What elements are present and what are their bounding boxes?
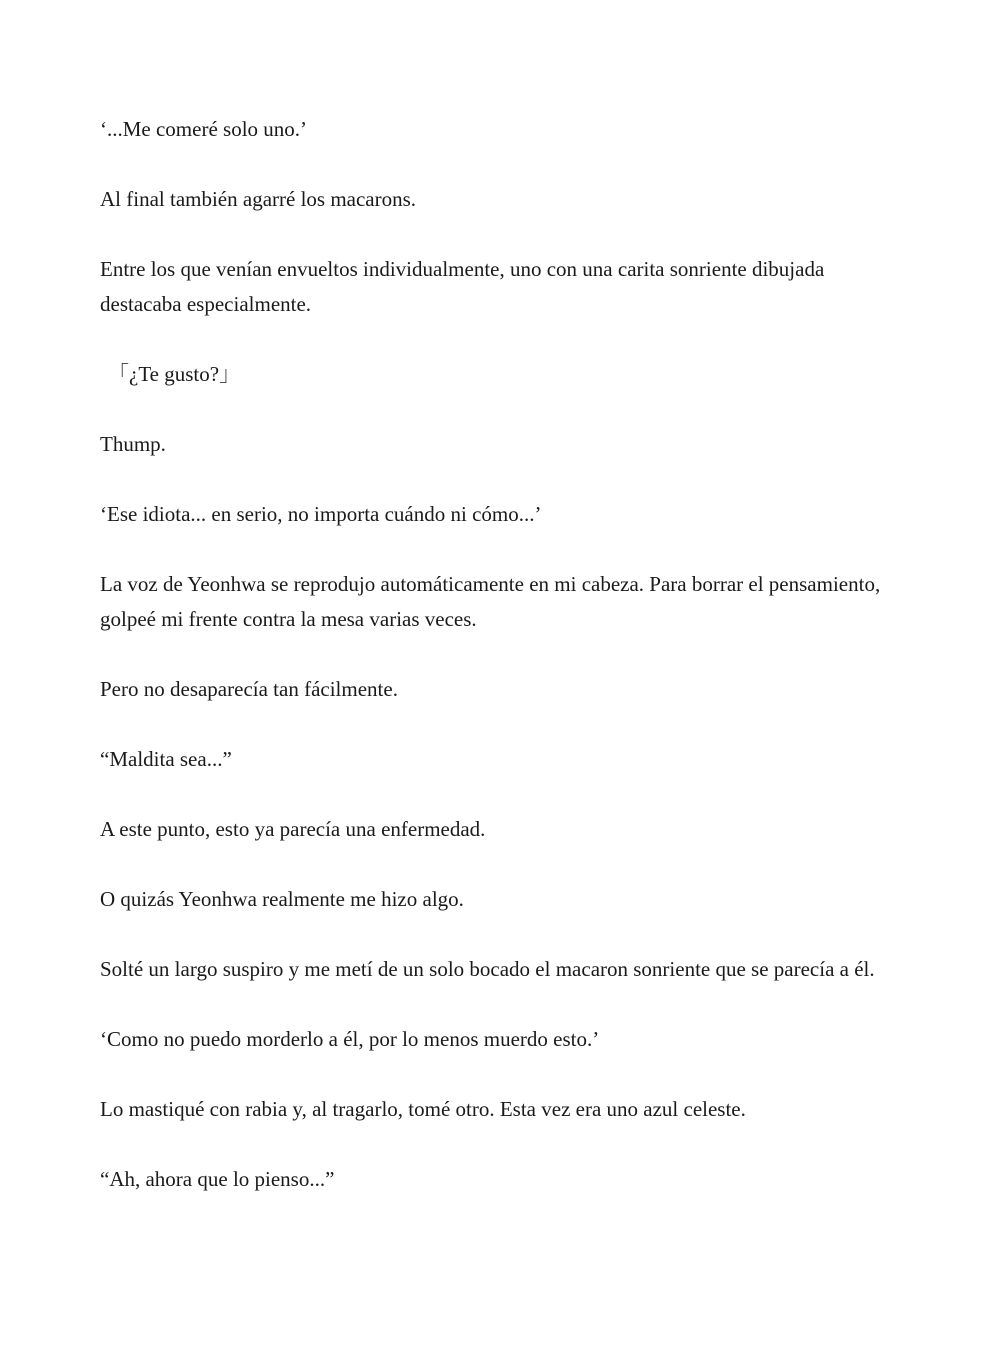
paragraph-thought: ‘...Me comeré solo uno.’ (100, 117, 308, 141)
paragraph-narration: Lo mastiqué con rabia y, al tragarlo, tomé otro. Esta vez era uno azul celeste. (100, 1097, 746, 1121)
paragraph-thought: ‘Como no puedo morderlo a él, por lo menos muerdo esto.’ (100, 1027, 600, 1051)
paragraph-narration: Al final también agarré los macarons. (100, 187, 417, 211)
paragraph-narration: O quizás Yeonhwa realmente me hizo algo. (100, 887, 464, 911)
paragraph-narration: Pero no desaparecía tan fácilmente. (100, 677, 398, 701)
paragraph-narration: A este punto, esto ya parecía una enfermedad. (100, 817, 486, 841)
paragraph-narration: La voz de Yeonhwa se reprodujo automáticamente en mi cabeza. Para borrar el pensamiento, golpeé mi frente contra la mesa varias veces. (100, 572, 881, 631)
paragraph-dialogue: “Ah, ahora que lo pienso...” (100, 1167, 335, 1191)
paragraph-narration: Entre los que venían envueltos individualmente, uno con una carita sonriente dibujada destacaba especialmente. (100, 257, 825, 316)
document-body (100, 112, 910, 1232)
paragraph-thought: ‘Ese idiota... en serio, no importa cuándo ni cómo...’ (100, 502, 542, 526)
paragraph-narration: Solté un largo suspiro y me metí de un solo bocado el macaron sonriente que se parecía a él. (100, 957, 875, 981)
paragraph-sound-effect: Thump. (100, 432, 166, 456)
paragraph-dialogue: “Maldita sea...” (100, 747, 232, 771)
paragraph-message-quote: 「¿Te gusto?」 (108, 362, 241, 386)
